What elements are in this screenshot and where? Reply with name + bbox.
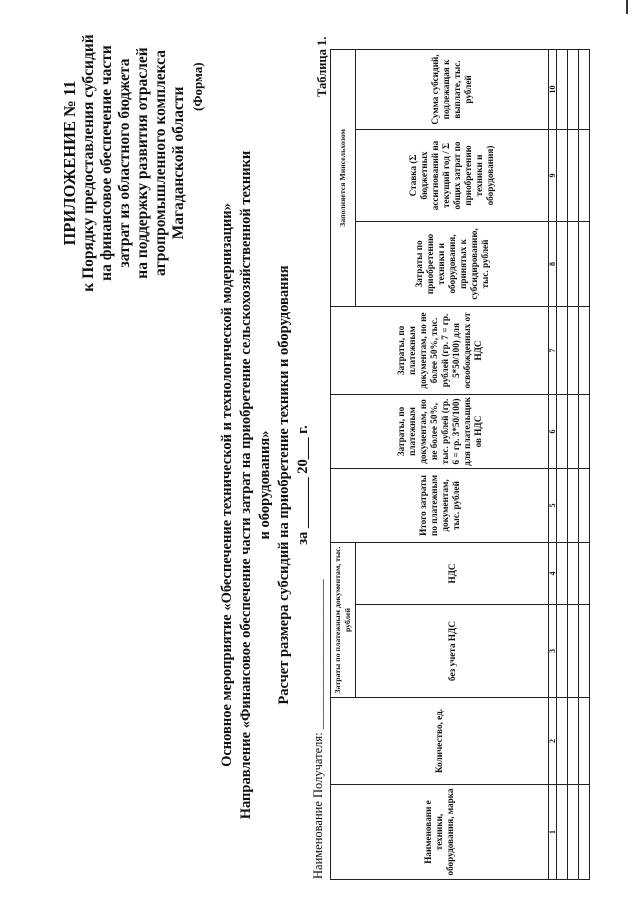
header-equipment-name: Наименовани е техники, оборудования, марка (331, 785, 549, 880)
title-line-4: Расчет размера субсидий на приобретение техники и оборудования (276, 265, 292, 705)
form-label: (Форма) (190, 62, 205, 111)
table-cell (579, 542, 590, 604)
table-cell (557, 605, 568, 698)
table-cell (557, 394, 568, 468)
appendix-line-3: затрат из областного бюджета (116, 58, 133, 268)
table-cell (557, 221, 568, 306)
header-ministry-group: Заполняется Минсельхозом (331, 49, 356, 306)
column-number-5: 5 (549, 468, 557, 542)
table-cell (579, 129, 590, 221)
recipient-label: Наименование Получателя: ________________________ (311, 579, 325, 879)
document-titles (218, 105, 313, 865)
appendix-line-4: на поддержку развития отраслей (134, 47, 151, 279)
table-row (557, 49, 568, 879)
title-line-3: и оборудования» (257, 430, 273, 540)
title-line-2: Направление «Финансовое обеспечение части затрат на приобретение сельскохозяйственной техники (238, 150, 254, 820)
table-cell (568, 698, 579, 785)
table-label: Таблица 1. (315, 36, 329, 97)
table-cell (579, 698, 590, 785)
column-number-1: 1 (549, 785, 557, 880)
table-cell (579, 785, 590, 880)
header-costs-vat-exempt: Затраты, по платежным документам, но не более 50%, тыс. рублей (гр. 7 = гр. 5*50/100) для освобожденных от НДС (331, 306, 549, 394)
column-number-7: 7 (549, 306, 557, 394)
table-cell (568, 129, 579, 221)
header-row-groups (331, 49, 356, 879)
table-cell (557, 468, 568, 542)
column-number-10: 10 (549, 49, 557, 129)
header-subsidy-amount: Сумма субсидий, подлежащая к выплате, тыс. рублей (356, 49, 549, 129)
column-number-2: 2 (549, 698, 557, 785)
table-cell (568, 605, 579, 698)
column-number-4: 4 (549, 542, 557, 604)
table-cell (579, 605, 590, 698)
column-number-6: 6 (549, 394, 557, 468)
table-cell (568, 542, 579, 604)
header-vat: НДС (356, 542, 549, 604)
table-cell (579, 394, 590, 468)
table-cell (557, 49, 568, 129)
header-total-costs: Итого затраты по платежным документам, тыс. рублей (331, 468, 549, 542)
header-rate: Ставка (Σ бюджетных ассигнований на текущий год / Σ общих затрат по приобретению техники и оборудования) (356, 129, 549, 221)
table-cell (568, 468, 579, 542)
subsidy-table (330, 49, 590, 880)
header-accepted-costs: Затраты по приобретению техники и оборудования, принятых к субсидированию, тыс. рублей (356, 221, 549, 306)
table-cell (568, 785, 579, 880)
column-number-row (549, 49, 557, 879)
table-cell (568, 306, 579, 394)
header-without-vat: без учета НДС (356, 605, 549, 698)
appendix-line-5: агропромышленного комплекса (152, 50, 169, 276)
table-cell (568, 49, 579, 129)
table-cell (557, 785, 568, 880)
table-cell (579, 306, 590, 394)
header-costs-vat-payers: Затраты, по платежным документам, но не более 50%, тыс. рублей (гр. 6 = гр. 3*50/100) для плательщик ов НДС (331, 394, 549, 468)
column-number-8: 8 (549, 221, 557, 306)
table-row (568, 49, 579, 879)
appendix-line-2: на финансовое обеспечение части (98, 45, 115, 281)
table-cell (579, 221, 590, 306)
table-cell (557, 129, 568, 221)
appendix-title: ПРИЛОЖЕНИЕ № 11 (60, 80, 79, 246)
appendix-line-1: к Порядку предоставления субсидий (80, 34, 97, 292)
title-line-1: Основное мероприятие «Обеспечение технической и технологической модернизации» (219, 203, 235, 767)
appendix-line-6: Магаданской области (170, 86, 187, 240)
table-cell (568, 221, 579, 306)
appendix-header (60, 13, 188, 313)
table-cell (557, 306, 568, 394)
title-period: за _______ 20___ г. (295, 425, 311, 545)
header-quantity: Количество, ед. (331, 698, 549, 785)
table-cell (557, 698, 568, 785)
column-number-9: 9 (549, 129, 557, 221)
table-cell (579, 49, 590, 129)
header-payment-costs-group: Затраты по платежным документам, тыс. рублей (331, 542, 356, 697)
column-number-3: 3 (549, 605, 557, 698)
table-cell (557, 542, 568, 604)
table-cell (568, 394, 579, 468)
table-cell (579, 468, 590, 542)
table-row (579, 49, 590, 879)
